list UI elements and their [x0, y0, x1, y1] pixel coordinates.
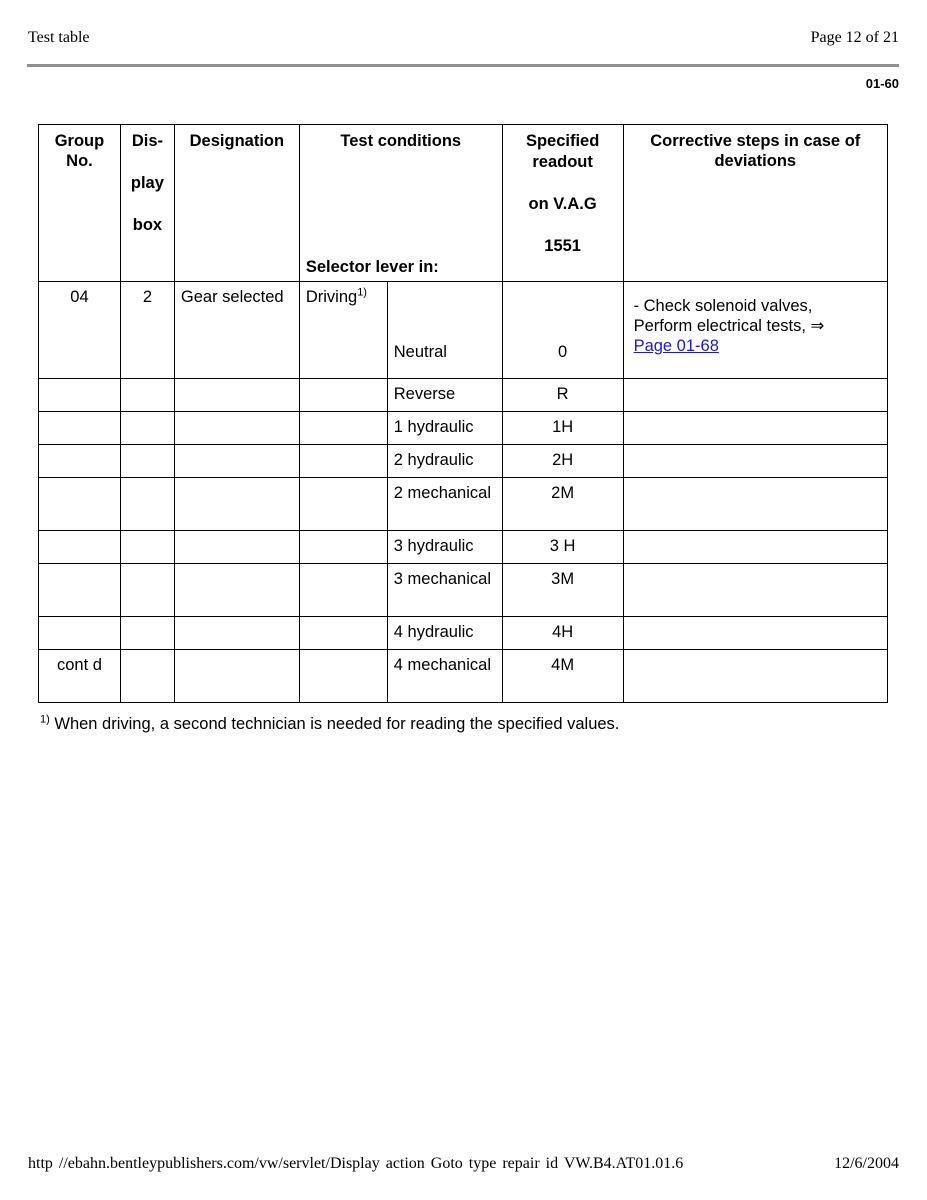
cell-readout: 4M [502, 650, 623, 703]
header-group-line2: No. [66, 152, 93, 170]
table-row [39, 617, 888, 650]
cell-group: 04 [39, 282, 121, 379]
cell-display [120, 564, 174, 617]
table-row [39, 445, 888, 478]
cell-designation [174, 379, 299, 412]
header-corrective-steps: Corrective steps in case of deviations [623, 125, 887, 282]
cell-readout: 0 [502, 282, 623, 379]
corrective-line1: - Check solenoid valves, [633, 297, 813, 315]
cell-condition [299, 445, 387, 478]
table-row [39, 531, 888, 564]
cell-group [39, 445, 121, 478]
cell-readout: 2H [502, 445, 623, 478]
condition-footnote-marker: 1) [357, 286, 367, 299]
cell-designation [174, 564, 299, 617]
condition-text: Driving [305, 288, 358, 306]
table-header-row [39, 125, 888, 282]
cell-designation [174, 531, 299, 564]
header-specified-line1: Specified [525, 132, 600, 150]
footnote-marker: 1) [40, 713, 50, 726]
cell-readout: 3M [502, 564, 623, 617]
print-date: 12/6/2004 [834, 1155, 899, 1172]
cell-group [39, 531, 121, 564]
cell-readout: 1H [502, 412, 623, 445]
table-row [39, 478, 888, 531]
cell-condition [299, 617, 387, 650]
header-display-line2: play [130, 174, 164, 192]
document-title: Test table [28, 29, 90, 46]
cell-readout: 2M [502, 478, 623, 531]
header-specified-line4: 1551 [544, 237, 581, 255]
cell-display [120, 412, 174, 445]
cell-display [120, 379, 174, 412]
section-code: 01-60 [865, 76, 899, 91]
cell-selector: 4 mechanical [387, 650, 502, 703]
cell-display [120, 445, 174, 478]
table-row [39, 412, 888, 445]
cell-readout: R [502, 379, 623, 412]
cell-designation [174, 650, 299, 703]
header-specified-line2: readout [532, 153, 593, 171]
header-test-conditions [299, 125, 502, 282]
cell-readout: 4H [502, 617, 623, 650]
cell-selector: 2 mechanical [387, 478, 502, 531]
cell-designation [174, 478, 299, 531]
cell-condition [299, 412, 387, 445]
cell-group [39, 617, 121, 650]
cell-selector: 2 hydraulic [387, 445, 502, 478]
header-specified-readout [502, 125, 623, 282]
cell-corrective [623, 445, 887, 478]
cell-group: cont d [39, 650, 121, 703]
cell-corrective [623, 531, 887, 564]
cell-selector: 3 mechanical [387, 564, 502, 617]
page-link[interactable]: Page 01-68 [633, 337, 719, 355]
cell-selector: 3 hydraulic [387, 531, 502, 564]
cell-selector: Neutral [387, 282, 502, 379]
cell-condition [299, 478, 387, 531]
cell-designation [174, 617, 299, 650]
cell-display: 2 [120, 282, 174, 379]
header-display-box [120, 125, 174, 282]
cell-group [39, 379, 121, 412]
table-row [39, 650, 888, 703]
cell-selector: 4 hydraulic [387, 617, 502, 650]
cell-corrective [623, 617, 887, 650]
header-display-line3: box [132, 216, 163, 234]
footnote-text: When driving, a second technician is needed for reading the specified values. [49, 715, 620, 733]
header-group-line1: Group [54, 132, 105, 150]
corrective-line2: Perform electrical tests, ⇒ [633, 317, 825, 335]
cell-display [120, 478, 174, 531]
page-number: Page 12 of 21 [810, 29, 899, 46]
cell-designation [174, 412, 299, 445]
cell-corrective [623, 282, 887, 379]
source-url: http //ebahn.bentleypublishers.com/vw/servlet/Display action Goto type repair id VW.B4.AT01.01.6 [28, 1155, 684, 1172]
cell-readout: 3 H [502, 531, 623, 564]
header-test-conditions-label: Test conditions [340, 132, 462, 150]
cell-corrective [623, 564, 887, 617]
cell-group [39, 412, 121, 445]
cell-corrective [623, 379, 887, 412]
cell-designation: Gear selected [174, 282, 299, 379]
table-row [39, 564, 888, 617]
cell-corrective [623, 412, 887, 445]
cell-condition [299, 531, 387, 564]
cell-group [39, 478, 121, 531]
cell-selector: 1 hydraulic [387, 412, 502, 445]
cell-selector: Reverse [387, 379, 502, 412]
cell-condition [299, 379, 387, 412]
cell-display [120, 531, 174, 564]
header-designation: Designation [174, 125, 299, 282]
cell-condition [299, 564, 387, 617]
table-row [39, 282, 888, 379]
test-table [38, 124, 888, 703]
cell-group [39, 564, 121, 617]
footnote [40, 715, 619, 734]
cell-display [120, 617, 174, 650]
table-row [39, 379, 888, 412]
cell-corrective [623, 650, 887, 703]
cell-display [120, 650, 174, 703]
header-group-no [39, 125, 121, 282]
header-display-line1: Dis- [131, 132, 163, 150]
header-selector-lever: Selector lever in: [305, 258, 439, 276]
cell-condition [299, 650, 387, 703]
cell-designation [174, 445, 299, 478]
header-specified-line3: on V.A.G [528, 195, 597, 213]
cell-condition [299, 282, 387, 379]
cell-corrective [623, 478, 887, 531]
header-rule [27, 64, 899, 67]
